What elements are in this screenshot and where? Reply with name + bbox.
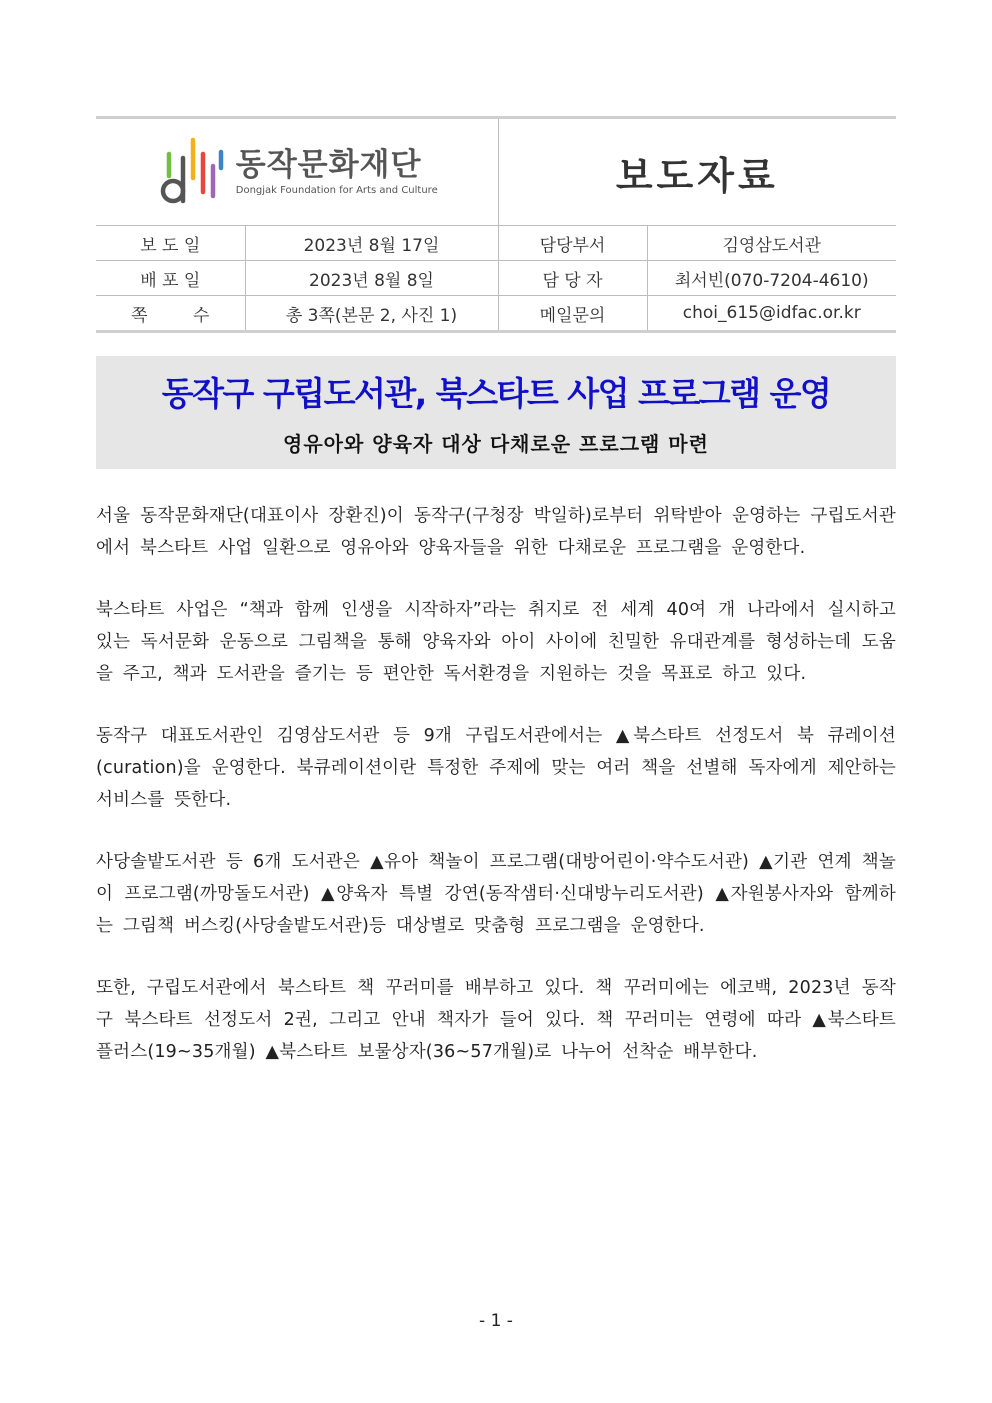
distribution-date-value: 2023년 8월 8일 (245, 261, 498, 296)
doc-type-cell (498, 118, 896, 226)
foundation-logo (96, 134, 498, 210)
page-number: - 1 - (479, 1311, 513, 1331)
department-label: 담당부서 (498, 226, 647, 261)
header-row (96, 296, 896, 332)
header-row (96, 226, 896, 261)
logo-name-korean: 동작문화재단 (235, 147, 422, 183)
email-value: choi_615@idfac.or.kr (647, 296, 896, 332)
header-row (96, 261, 896, 296)
main-headline: 동작구 구립도서관, 북스타트 사업 프로그램 운영 (161, 374, 831, 413)
article-body (96, 500, 896, 1098)
paragraph: 동작구 대표도서관인 김영삼도서관 등 9개 구립도서관에서는 ▲북스타트 선정도서 북 큐레이션(curation)을 운영한다. 북큐레이션이란 특정한 주제에 맞는 여러 책을 선별해 독자에게 제안하는 서비스를 뜻한다. (96, 726, 896, 810)
logo-cell (96, 118, 498, 226)
title-box (96, 356, 896, 469)
logo-name-english: Dongjak Foundation for Arts and Culture (235, 185, 438, 196)
page-count-label: 쪽 수 (96, 296, 245, 332)
department-value: 김영삼도서관 (647, 226, 896, 261)
paragraph: 또한, 구립도서관에서 북스타트 책 꾸러미를 배부하고 있다. 책 꾸러미에는 에코백, 2023년 동작구 북스타트 선정도서 2권, 그리고 안내 책자가 들어 있다. 책 꾸러미는 연령에 따라 ▲북스타트 플러스(19~35개월) ▲북스타트 보물상자(36~57개월)로 나누어 선착순 배부한다. (96, 978, 896, 1062)
paragraph: 서울 동작문화재단(대표이사 장환진)이 동작구(구청장 박일하)로부터 위탁받아 운영하는 구립도서관에서 북스타트 사업 일환으로 영유아와 양육자들을 위한 다채로운 프로그램을 운영한다. (96, 506, 896, 558)
contact-person-value: 최서빈(070-7204-4610) (647, 261, 896, 296)
press-release-title: 보도자료 (615, 153, 779, 198)
release-date-value: 2023년 8월 17일 (245, 226, 498, 261)
paragraph: 북스타트 사업은 “책과 함께 인생을 시작하자”라는 취지로 전 세계 40여 개 나라에서 실시하고 있는 독서문화 운동으로 그림책을 통해 양육자와 아이 사이에 친밀한 유대관계를 형성하는데 도움을 주고, 책과 도서관을 즐기는 등 편안한 독서환경을 지원하는 것을 목표로 하고 있다. (96, 600, 896, 684)
email-label: 메일문의 (498, 296, 647, 332)
header-table (96, 116, 896, 333)
release-date-label: 보 도 일 (96, 226, 245, 261)
page-count-value: 총 3쪽(본문 2, 사진 1) (245, 296, 498, 332)
contact-person-label: 담 당 자 (498, 261, 647, 296)
distribution-date-label: 배 포 일 (96, 261, 245, 296)
foundation-logo-icon (156, 134, 226, 210)
paragraph: 사당솔밭도서관 등 6개 도서관은 ▲유아 책놀이 프로그램(대방어린이·약수도서관) ▲기관 연계 책놀이 프로그램(까망돌도서관) ▲양육자 특별 강연(동작샘터·신대방누리도서관) ▲자원봉사자와 함께하는 그림책 버스킹(사당솔밭도서관)등 대상별로 맞춤형 프로그램을 운영한다. (96, 852, 896, 936)
sub-headline: 영유아와 양육자 대상 다채로운 프로그램 마련 (283, 432, 709, 456)
